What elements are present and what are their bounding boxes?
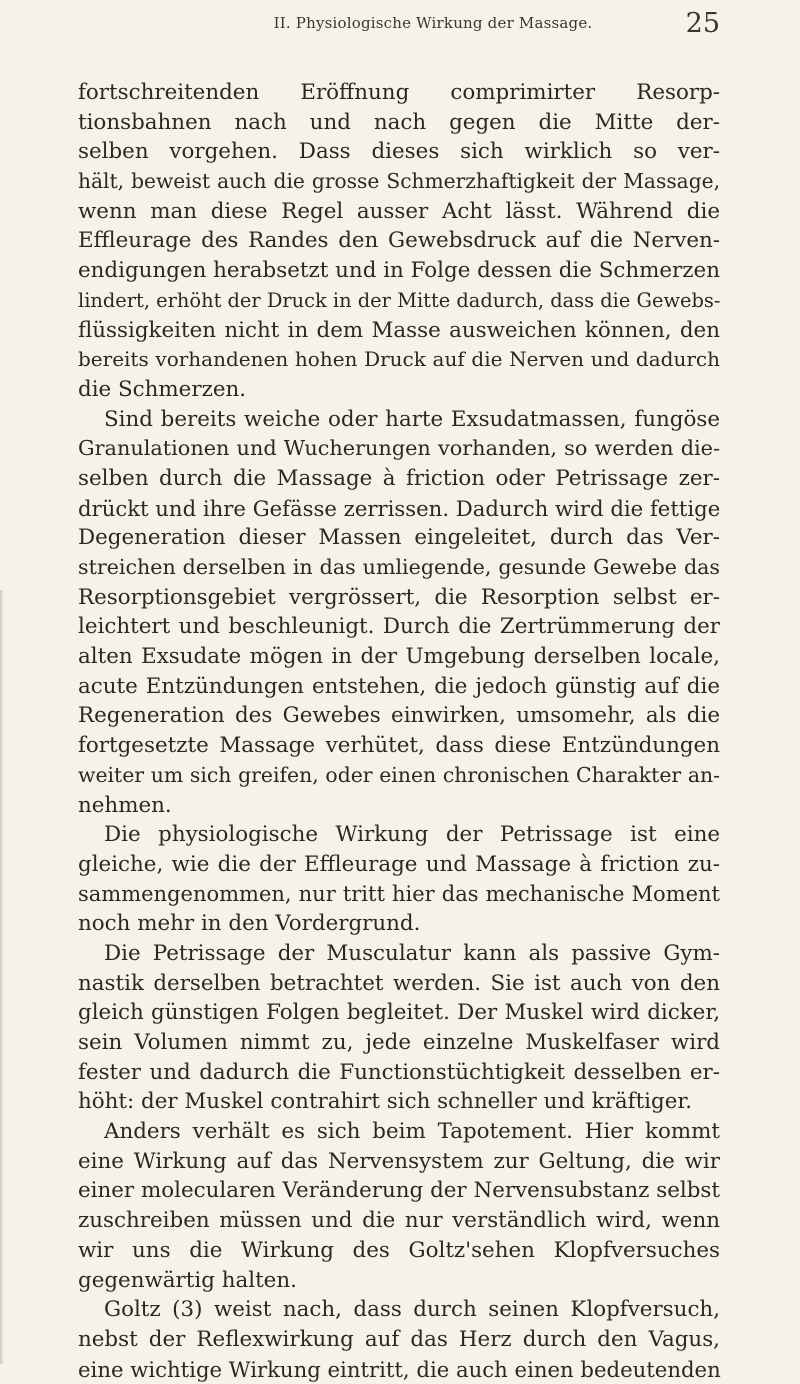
text-line: einer molecularen Veränderung der Nervensubstanz selbst (78, 1178, 720, 1204)
text-line: selben vorgehen. Dass dieses sich wirklich so ver- (78, 139, 720, 165)
text-line: Regeneration des Gewebes einwirken, umsomehr, als die (78, 703, 720, 729)
text-line: Resorptionsgebiet vergrössert, die Resorption selbst er- (78, 584, 720, 610)
text-line: zuschreiben müssen und die nur verständlich wird, wenn (78, 1208, 720, 1234)
text-line: acute Entzündungen entstehen, die jedoch günstig auf die (78, 673, 720, 699)
text-line: tionsbahnen nach und nach gegen die Mitte der- (78, 109, 720, 135)
text-line: höht: der Muskel contrahirt sich schneller und kräftiger. (78, 1089, 693, 1115)
text-line: eine Wirkung auf das Nervensystem zur Geltung, die wir (78, 1148, 720, 1174)
page-number: 25 (685, 8, 720, 39)
text-line: wir uns die Wirkung des Goltz'sehen Klopfversuches (78, 1237, 720, 1263)
text-line: gegenwärtig halten. (78, 1267, 297, 1293)
text-line: hält, beweist auch die grosse Schmerzhaftigkeit der Massage, (78, 169, 720, 194)
text-line: wenn man diese Regel ausser Acht lässt. Während die (78, 198, 720, 224)
text-line: fortschreitenden Eröffnung comprimirter Resorp- (78, 80, 720, 105)
text-line: Anders verhält es sich beim Tapotement. Hier kommt (104, 1119, 720, 1145)
page-header (78, 8, 720, 48)
text-line: selben durch die Massage à friction oder Petrissage zer- (78, 465, 720, 491)
text-line: nastik derselben betrachtet werden. Sie ist auch von den (78, 970, 720, 996)
text-line: fester und dadurch die Functionstüchtigkeit desselben er- (78, 1059, 720, 1085)
text-line: leichtert und beschleunigt. Durch die Zertrümmerung der (78, 614, 720, 640)
text-line: drückt und ihre Gefässe zerrissen. Dadurch wird die fettige (78, 495, 721, 521)
text-line: gleich günstigen Folgen begleitet. Der Muskel wird dicker, (78, 1000, 720, 1026)
text-line: Degeneration dieser Massen eingeleitet, durch das Ver- (78, 525, 720, 551)
text-line: noch mehr in den Vordergrund. (78, 911, 421, 937)
text-line: endigungen herabsetzt und in Folge dessen die Schmerzen (78, 258, 720, 284)
text-line: Die Petrissage der Musculatur kann als passive Gym- (104, 940, 720, 966)
text-line: Sind bereits weiche oder harte Exsudatmassen, fungöse (104, 406, 720, 432)
text-line: sein Volumen nimmt zu, jede einzelne Muskelfaser wird (78, 1030, 720, 1055)
text-line: nebst der Reflexwirkung auf das Herz durch den Vagus, (78, 1326, 720, 1352)
text-line: gleiche, wie die der Effleurage und Massage à friction zu- (78, 851, 720, 877)
text-line: Goltz (3) weist nach, dass durch seinen Klopfversuch, (104, 1297, 720, 1323)
text-line: sammengenommen, nur tritt hier das mechanische Moment (78, 881, 720, 906)
text-line: flüssigkeiten nicht in dem Masse ausweichen können, den (78, 317, 720, 343)
text-line: eine wichtige Wirkung eintritt, die auch einen bedeutenden (78, 1356, 721, 1382)
text-line: Effleurage des Randes den Gewebsdruck auf die Nerven- (78, 228, 720, 254)
text-line: Granulationen und Wucherungen vorhanden, so werden die- (78, 436, 720, 461)
body-text (78, 78, 720, 1384)
text-line: fortgesetzte Massage verhütet, dass diese Entzündungen (78, 733, 720, 759)
page-edge-shadow (0, 590, 4, 1364)
text-line: bereits vorhandenen hohen Druck auf die Nerven und dadurch (78, 347, 720, 372)
text-line: alten Exsudate mögen in der Umgebung derselben locale, (78, 644, 720, 670)
text-line: Die physiologische Wirkung der Petrissage ist eine (104, 822, 720, 848)
running-head: II. Physiologische Wirkung der Massage. (273, 14, 593, 32)
text-line: nehmen. (78, 792, 172, 818)
text-line: die Schmerzen. (78, 376, 247, 402)
text-line: lindert, erhöht der Druck in der Mitte dadurch, dass die Gewebs- (78, 288, 721, 312)
text-line: streichen derselben in das umliegende, gesunde Gewebe das (78, 555, 720, 579)
text-line: weiter um sich greifen, oder einen chronischen Charakter an- (78, 762, 720, 787)
